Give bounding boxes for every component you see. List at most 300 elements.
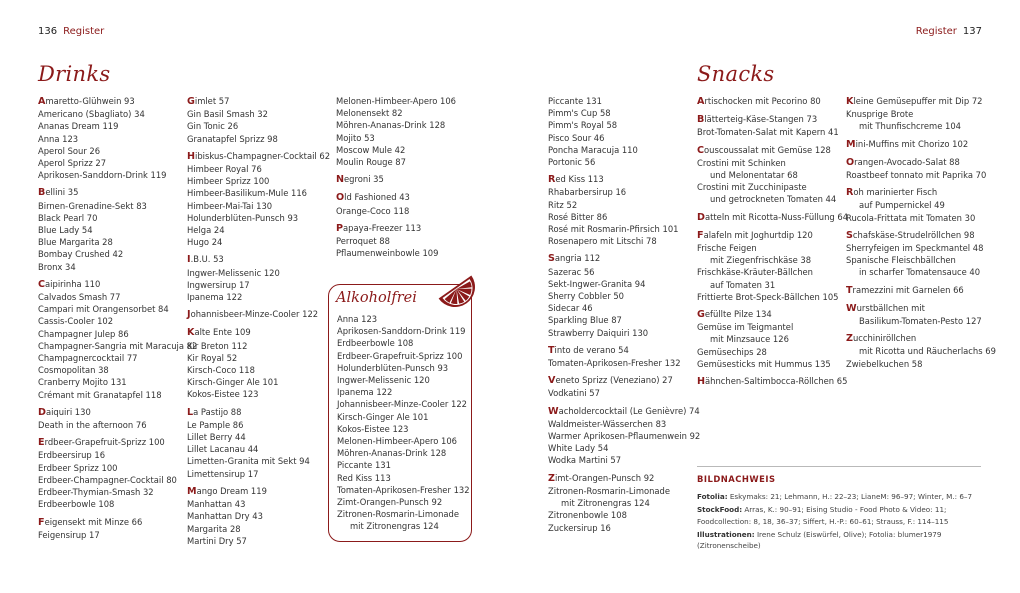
- index-letter: Z: [846, 333, 853, 345]
- index-group: [846, 138, 996, 151]
- index-entry: [38, 120, 197, 132]
- index-entry-continuation: auf Tomaten 31: [710, 279, 776, 290]
- grapefruit-slice-icon: [430, 262, 480, 312]
- index-entry-text: ramezzini mit Garnelen 66: [852, 284, 964, 295]
- index-entry-text: Sazerac 56: [548, 266, 595, 277]
- alkoholfrei-entry: Johannisbeer-Minze-Cooler 122: [337, 399, 467, 410]
- index-entry-text: Moulin Rouge 87: [336, 157, 406, 168]
- index-entry: [38, 169, 197, 181]
- index-entry: [38, 278, 197, 291]
- index-entry: [846, 229, 996, 242]
- alkoholfrei-entry: Holunderblüten-Punsch 93: [337, 362, 449, 373]
- alkoholfrei-entry: Ipanema 122: [337, 387, 393, 398]
- index-entry: [548, 186, 700, 198]
- credit-source: Illustrationen:: [697, 529, 755, 539]
- index-entry-text: Sparkling Blue 87: [548, 315, 622, 326]
- credit-source: StockFood:: [697, 505, 743, 515]
- index-entry-text: Kirsch-Coco 118: [187, 365, 255, 376]
- index-entry: [187, 95, 330, 108]
- index-entry-continuation: auf Pumpernickel 49: [859, 200, 945, 211]
- index-letter: K: [846, 96, 854, 107]
- index-entry-text: Blue Lady 54: [38, 225, 93, 236]
- index-entry-text: Champagnercocktail 77: [38, 353, 138, 364]
- index-entry: [38, 419, 197, 431]
- index-group: [846, 229, 996, 279]
- index-entry: [548, 430, 700, 442]
- index-entry-continuation: und Melonentatar 68: [710, 170, 798, 181]
- index-entry: [38, 389, 197, 401]
- index-entry-text: Cassis-Cooler 102: [38, 316, 114, 327]
- index-entry: [38, 133, 197, 145]
- index-entry: [548, 211, 700, 223]
- bildnachweis-credits: [697, 491, 987, 553]
- index-group: [697, 375, 848, 388]
- index-entry-text: Limetten-Granita mit Sekt 94: [187, 456, 310, 467]
- drinks-column-3: [336, 95, 456, 264]
- index-entry-text: Frische Feigen: [697, 243, 757, 254]
- index-entry-text: Le Pample 86: [187, 419, 244, 430]
- index-group: [548, 374, 700, 399]
- index-entry-text: Manhattan Dry 43: [187, 511, 263, 522]
- index-entry: [697, 308, 848, 321]
- index-entry-text: Erdbeerbowle 108: [38, 499, 115, 510]
- index-letter: O: [846, 156, 855, 168]
- index-entry-text: ango Dream 119: [196, 485, 267, 496]
- index-letter: T: [846, 284, 853, 296]
- index-entry: [697, 358, 848, 370]
- index-group: [697, 144, 848, 206]
- index-entry-text: Himbeer Royal 76: [187, 164, 262, 175]
- index-entry: [38, 303, 197, 315]
- alkoholfrei-entry: Kirsch-Ginger Ale 101: [337, 411, 429, 422]
- index-entry: [38, 248, 197, 260]
- index-entry: [846, 212, 996, 224]
- index-entry-text: Manhattan 43: [187, 499, 246, 510]
- index-entry-text: Helga 24: [187, 225, 225, 236]
- index-entry-text: Mojito 53: [336, 132, 375, 143]
- index-letter: W: [846, 302, 857, 314]
- running-head-right: Register: [915, 26, 957, 37]
- index-letter: G: [187, 96, 195, 107]
- bildnachweis-rule: [697, 466, 981, 467]
- snacks-heading: Snacks: [697, 62, 775, 86]
- index-entry-text: Anna 123: [38, 133, 79, 144]
- index-entry: [697, 181, 848, 193]
- index-entry-text: Erdbeer-Thymian-Smash 32: [38, 487, 154, 498]
- index-letter: I: [187, 254, 191, 266]
- index-entry: [38, 340, 197, 352]
- index-entry: [38, 291, 197, 303]
- index-entry-text: Erdbeersirup 16: [38, 450, 106, 461]
- alkoholfrei-entry: Aprikosen-Sanddorn-Drink 119: [337, 326, 466, 337]
- index-group: [548, 252, 700, 338]
- index-entry-text: acholdercocktail (Le Genièvre) 74: [558, 405, 700, 416]
- index-entry-continuation: in scharfer Tomatensauce 40: [859, 267, 981, 278]
- index-entry-text: Frittierte Brot-Speck-Bällchen 105: [697, 291, 839, 302]
- index-entry-text: Strawberry Daiquiri 130: [548, 327, 649, 338]
- index-entry: [697, 113, 848, 126]
- alkoholfrei-entry: Melonen-Himbeer-Apero 106: [337, 436, 457, 447]
- index-group: [548, 344, 700, 369]
- index-entry: [187, 523, 330, 535]
- index-entry-text: Rucola-Frittata mit Tomaten 30: [846, 212, 976, 223]
- index-entry-text: apaya-Freezer 113: [343, 222, 422, 233]
- index-entry: [336, 132, 456, 144]
- index-entry-text: Pisco Sour 46: [548, 132, 605, 143]
- snacks-column-2: [846, 95, 996, 375]
- index-entry: [38, 529, 197, 541]
- index-entry-text: Melonensekt 82: [336, 108, 403, 119]
- index-entry: [38, 95, 197, 108]
- index-group: [846, 95, 996, 133]
- index-entry-continuation: mit Ziegenfrischkäse 38: [710, 255, 812, 266]
- alkoholfrei-entry: Ingwer-Melissenic 120: [337, 375, 430, 386]
- index-entry-text: Champagner-Sangria mit Maracuja 82: [38, 340, 198, 351]
- index-group: [187, 253, 330, 303]
- index-entry-text: Gin Tonic 26: [187, 121, 239, 132]
- index-entry-text: Pimm's Royal 58: [548, 120, 618, 131]
- index-entry: [548, 223, 700, 235]
- index-entry-text: maretto-Glühwein 93: [45, 96, 135, 106]
- index-entry-text: ohannisbeer-Minze-Cooler 122: [190, 309, 319, 320]
- index-entry-text: Martini Dry 57: [187, 535, 247, 546]
- index-entry: [697, 157, 848, 169]
- index-entry: [187, 340, 330, 352]
- index-entry-text: Kir Royal 52: [187, 352, 238, 363]
- index-group: [187, 326, 330, 400]
- index-entry: [187, 510, 330, 522]
- index-entry: [846, 332, 996, 345]
- index-entry-text: Frischkäse-Kräuter-Bällchen: [697, 267, 813, 278]
- index-entry: [336, 191, 456, 204]
- index-letter: T: [548, 344, 555, 356]
- index-letter: A: [697, 96, 705, 107]
- index-entry: [548, 266, 700, 278]
- index-entry: [38, 200, 197, 212]
- index-entry: [38, 462, 197, 474]
- index-group: [187, 406, 330, 480]
- index-entry: [548, 95, 700, 107]
- index-letter: B: [38, 187, 46, 199]
- index-entry: [187, 308, 330, 321]
- index-entry: [548, 472, 700, 485]
- index-entry: [187, 236, 330, 248]
- index-entry: [548, 252, 700, 265]
- index-entry: [548, 156, 700, 168]
- index-entry-text: Feigensirup 17: [38, 529, 100, 540]
- index-group: [548, 173, 700, 247]
- index-entry-text: Vodkatini 57: [548, 388, 600, 399]
- index-entry-text: Orange-Coco 118: [336, 205, 410, 216]
- index-entry-text: ellini 35: [45, 187, 79, 198]
- index-entry-text: Kokos-Eistee 123: [187, 389, 259, 400]
- index-entry: [336, 156, 456, 168]
- index-entry: [38, 516, 197, 529]
- index-entry: [187, 200, 330, 212]
- index-letter: F: [697, 229, 704, 241]
- index-entry: [548, 173, 700, 186]
- index-entry: [336, 95, 456, 107]
- index-entry-text: into de verano 54: [554, 344, 629, 355]
- index-entry: [336, 235, 456, 247]
- credit-line: [697, 491, 987, 502]
- index-entry: [548, 327, 700, 339]
- index-entry: [187, 498, 330, 510]
- index-entry: [697, 375, 848, 388]
- running-head-left: Register: [63, 26, 105, 37]
- index-group: [38, 95, 197, 181]
- index-entry: [38, 315, 197, 327]
- index-entry-text: Himbeer-Basilikum-Mule 116: [187, 188, 307, 199]
- index-entry-continuation: Basilikum-Tomaten-Pesto 127: [859, 316, 982, 327]
- index-group: [38, 278, 197, 401]
- index-entry: [187, 212, 330, 224]
- index-group: [187, 308, 330, 321]
- index-entry: [697, 95, 848, 108]
- index-group: [697, 229, 848, 303]
- alkoholfrei-entry: Erdbeer-Grapefruit-Sprizz 100: [337, 350, 463, 361]
- index-entry-text: Lillet Lacanau 44: [187, 444, 259, 455]
- index-entry: [548, 107, 700, 119]
- index-letter: E: [38, 437, 45, 449]
- index-entry: [846, 186, 996, 199]
- index-entry: [187, 326, 330, 339]
- index-entry: [38, 498, 197, 510]
- index-entry: [38, 376, 197, 388]
- index-entry-continuation: mit Ricotta und Räucherlachs 69: [859, 346, 996, 357]
- index-entry-text: Zwiebelkuchen 58: [846, 358, 923, 369]
- index-entry: [846, 358, 996, 370]
- index-entry-text: Rosé mit Rosmarin-Pfirsich 101: [548, 224, 679, 235]
- index-entry: [187, 120, 330, 132]
- index-group: [846, 186, 996, 224]
- index-group: [336, 222, 456, 260]
- index-entry-text: Kir Breton 112: [187, 340, 248, 351]
- index-entry: [846, 302, 996, 315]
- index-entry: [187, 455, 330, 467]
- index-entry-text: Zuckersirup 16: [548, 522, 611, 533]
- index-entry-text: White Lady 54: [548, 443, 609, 454]
- index-entry-text: alafeln mit Joghurtdip 120: [703, 229, 813, 240]
- index-entry-text: imlet 57: [194, 96, 230, 106]
- index-entry: [548, 485, 700, 497]
- index-entry-text: Moscow Mule 42: [336, 144, 406, 155]
- index-entry-text: Aperol Sprizz 27: [38, 158, 107, 169]
- index-entry-text: Crémant mit Granatapfel 118: [38, 389, 162, 400]
- index-entry-text: Zitronenbowle 108: [548, 510, 627, 521]
- index-letter: G: [697, 309, 705, 321]
- index-group: [187, 95, 330, 145]
- index-entry: [548, 290, 700, 302]
- index-entry: [187, 388, 330, 400]
- index-group: [548, 95, 700, 168]
- index-entry: [846, 284, 996, 297]
- index-entry: [187, 376, 330, 388]
- drinks-column-2: [187, 95, 330, 552]
- index-letter: N: [336, 174, 345, 186]
- index-entry: [548, 302, 700, 314]
- index-entry: [187, 431, 330, 443]
- index-letter: D: [697, 211, 705, 223]
- index-entry: [336, 173, 456, 186]
- index-entry-text: Granatapfel Sprizz 98: [187, 133, 278, 144]
- index-entry-text: Warmer Aprikosen-Pflaumenwein 92: [548, 431, 701, 442]
- alkoholfrei-entry: Zimt-Orangen-Punsch 92: [337, 497, 443, 508]
- alkoholfrei-entry: Kokos-Eistee 123: [337, 423, 409, 434]
- index-entry: [548, 119, 700, 131]
- index-entry-text: leine Gemüsepuffer mit Dip 72: [853, 96, 983, 106]
- index-entry: [846, 156, 996, 169]
- index-entry: [187, 419, 330, 431]
- index-group: [38, 516, 197, 541]
- index-entry-text: Crostini mit Zucchinipaste: [697, 182, 807, 193]
- index-entry-text: Gemüse im Teigmantel: [697, 322, 794, 333]
- index-entry-text: Melonen-Himbeer-Apero 106: [336, 96, 456, 106]
- index-group: [697, 308, 848, 370]
- index-entry-text: Pflaumenweinbowle 109: [336, 248, 439, 259]
- index-entry: [38, 352, 197, 364]
- index-entry-text: Piccante 131: [548, 96, 602, 106]
- index-letter: K: [187, 327, 195, 339]
- index-letter: H: [697, 376, 706, 388]
- index-entry-text: Gin Basil Smash 32: [187, 109, 268, 120]
- index-entry-text: urstbällchen mit: [856, 302, 925, 313]
- credit-line: [697, 504, 987, 527]
- index-entry: [548, 344, 700, 357]
- index-entry-text: Poncha Maracuja 110: [548, 144, 638, 155]
- index-entry: [38, 145, 197, 157]
- index-entry-text: Tomaten-Aprikosen-Fresher 132: [548, 358, 681, 369]
- index-entry-text: Blue Margarita 28: [38, 237, 113, 248]
- index-letter: F: [38, 516, 45, 528]
- index-entry-text: Calvados Smash 77: [38, 292, 121, 303]
- index-entry: [187, 291, 330, 303]
- credit-text: Eskymaks: 21; Lehmann, H.: 22–23; LianeM: 96–97; Winter, M.: 6–7: [727, 492, 973, 501]
- index-entry: [548, 387, 700, 399]
- index-letter: R: [548, 174, 556, 186]
- index-entry: [187, 352, 330, 364]
- index-entry-text: Margarita 28: [187, 523, 241, 534]
- index-entry-text: Waldmeister-Wässerchen 83: [548, 418, 667, 429]
- index-entry: [846, 95, 996, 108]
- index-entry-text: Ingwer-Melissenic 120: [187, 267, 280, 278]
- index-entry-text: Aprikosen-Sanddorn-Drink 119: [38, 170, 167, 181]
- index-entry: [548, 509, 700, 521]
- index-entry-text: Bombay Crushed 42: [38, 249, 124, 260]
- alkoholfrei-entry: Piccante 131: [337, 460, 391, 471]
- index-entry-text: eigensekt mit Minze 66: [44, 516, 143, 527]
- index-letter: B: [697, 114, 705, 126]
- index-entry: [38, 449, 197, 461]
- index-entry-text: ouscoussalat mit Gemüse 128: [704, 144, 831, 155]
- index-entry-text: atteln mit Ricotta-Nuss-Füllung 64: [704, 211, 849, 222]
- credit-text: Arras, K.: 90–91; Eising Studio - Food Photo & Video: 11; Foodcollection: 8, 18, 36–37; Siffert, H.-P.: 60–61; Strauss, F.: 114–115: [697, 505, 949, 526]
- index-entry-text: Rhabarbersirup 16: [548, 187, 627, 198]
- index-entry-text: oh marinierter Fisch: [853, 187, 938, 198]
- index-entry-text: Americano (Sbagliato) 34: [38, 109, 145, 120]
- index-entry: [187, 279, 330, 291]
- credit-text: Irene Schulz (Eiswürfel, Olive); Fotolia: blumer1979 (Zitronenscheibe): [697, 529, 942, 551]
- index-letter: M: [187, 485, 197, 497]
- index-entry-text: Campari mit Orangensorbet 84: [38, 304, 169, 315]
- index-entry-text: Hugo 24: [187, 237, 223, 248]
- index-entry-text: ini-Muffins mit Chorizo 102: [855, 138, 969, 149]
- index-entry-continuation: mit Minzsauce 126: [710, 334, 789, 345]
- index-entry: [336, 247, 456, 259]
- index-entry-text: a Pastijo 88: [193, 406, 242, 417]
- alkoholfrei-entry: Tomaten-Aprikosen-Fresher 132: [337, 484, 470, 495]
- drinks-heading: Drinks: [38, 62, 111, 86]
- index-entry-text: Bronx 34: [38, 261, 76, 272]
- index-group: [548, 405, 700, 467]
- index-entry-text: Gemüsechips 28: [697, 346, 767, 357]
- index-entry: [38, 486, 197, 498]
- index-entry: [187, 253, 330, 266]
- index-entry: [187, 224, 330, 236]
- index-group: [336, 95, 456, 168]
- index-entry: [38, 261, 197, 273]
- index-entry: [548, 418, 700, 430]
- index-letter: O: [336, 192, 345, 204]
- folio-right: [916, 26, 982, 37]
- index-entry: [187, 150, 330, 163]
- index-entry: [548, 199, 700, 211]
- index-entry: [187, 108, 330, 120]
- index-letter: C: [38, 278, 46, 290]
- alkoholfrei-entry: Möhren-Ananas-Drink 128: [337, 448, 447, 459]
- index-entry: [548, 235, 700, 247]
- index-entry-text: Roastbeef tonnato mit Paprika 70: [846, 170, 987, 181]
- index-entry-text: Champagner Julep 86: [38, 328, 129, 339]
- index-entry: [38, 474, 197, 486]
- index-entry-text: Erdbeer-Champagner-Cocktail 80: [38, 474, 177, 485]
- index-entry: [697, 126, 848, 138]
- index-letter: V: [548, 375, 556, 387]
- index-letter: Z: [548, 472, 555, 484]
- alkoholfrei-entry-continuation: mit Zitronengras 124: [350, 521, 439, 532]
- index-entry: [846, 242, 996, 254]
- index-group: [38, 186, 197, 272]
- index-entry-text: chafskäse-Strudelröllchen 98: [852, 229, 975, 240]
- index-entry: [187, 485, 330, 498]
- index-letter: M: [846, 138, 856, 150]
- index-entry: [697, 346, 848, 358]
- index-letter: J: [187, 309, 191, 321]
- credit-line: [697, 529, 987, 552]
- index-entry: [548, 278, 700, 290]
- index-entry-text: Cranberry Mojito 131: [38, 377, 127, 388]
- index-entry-text: rangen-Avocado-Salat 88: [854, 156, 960, 167]
- index-entry: [697, 321, 848, 333]
- index-entry: [38, 157, 197, 169]
- index-entry-text: eneto Sprizz (Veneziano) 27: [555, 375, 673, 386]
- index-entry: [846, 108, 996, 120]
- index-entry: [336, 119, 456, 131]
- index-entry: [548, 522, 700, 534]
- index-entry-text: Birnen-Grenadine-Sekt 83: [38, 200, 147, 211]
- index-entry: [336, 205, 456, 217]
- index-group: [38, 436, 197, 510]
- index-entry-text: Möhren-Ananas-Drink 128: [336, 120, 446, 131]
- index-group: [336, 191, 456, 216]
- index-entry: [187, 267, 330, 279]
- index-entry-text: egroni 35: [344, 174, 384, 185]
- index-entry-text: Sherryfeigen im Speckmantel 48: [846, 243, 984, 254]
- index-entry-text: Himbeer-Mai-Tai 130: [187, 200, 273, 211]
- index-entry: [187, 443, 330, 455]
- alkoholfrei-entry: Red Kiss 113: [337, 472, 391, 483]
- index-entry-continuation: mit Thunfischcreme 104: [859, 121, 961, 132]
